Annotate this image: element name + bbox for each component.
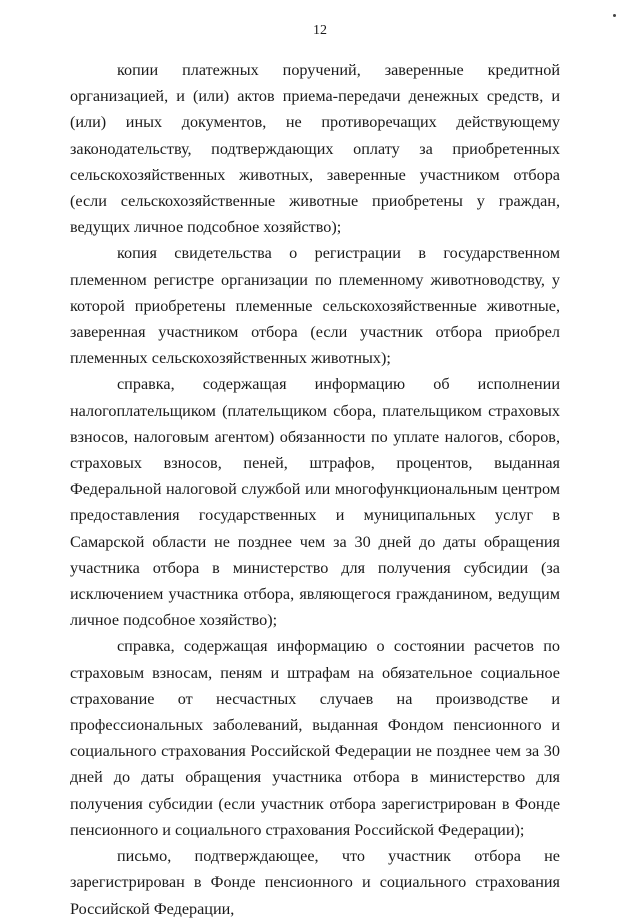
paragraph-payment-orders: копии платежных поручений, заверенные кредитной организацией, и (или) актов приема-передачи денежных средств, и (или) иных документов, не противоречащих действующему законодательству, подтверждающих оплату за приобретенных сельскохозяйственных животных, заверенные участником отбора (если сельскохозяйственные животные приобретены у граждан, ведущих личное подсобное хозяйство);: [70, 61, 560, 237]
page-number: 12: [313, 23, 327, 38]
paragraph-tax-certificate: справка, содержащая информацию об исполнении налогоплательщиком (плательщиком сбора, плательщиком страховых взносов, налоговым агентом) обязанности по уплате налогов, сборов, страховых взносов, пеней, штрафов, процентов, выданная Федеральной налоговой службой или многофункциональным центром предоставления государственных и муниципальных услуг в Самарской области не позднее чем за 30 дней до даты обращения участника отбора в министерство для получения субсидии (за исключением участника отбора, являющегося гражданином, ведущим личное подсобное хозяйство);: [70, 375, 560, 630]
paragraph-breeding-registry: копия свидетельства о регистрации в государственном племенном регистре организации по племенному животноводству, у которой приобретены племенные сельскохозяйственные животные, заверенная участником отбора (если участник отбора приобрел племенных сельскохозяйственных животных);: [70, 244, 560, 368]
document-body: [70, 57, 560, 922]
paragraph-insurance-certificate: справка, содержащая информацию о состоянии расчетов по страховым взносам, пеням и штрафам на обязательное социальное страхование от несчастных случаев на производстве и профессиональных заболеваний, выданная Фондом пенсионного и социального страхования Российской Федерации не позднее чем за 30 дней до даты обращения участника отбора в министерство для получения субсидии (если участник отбора зарегистрирован в Фонде пенсионного и социального страхования Российской Федерации);: [70, 637, 560, 839]
paragraph-fund-letter: письмо, подтверждающее, что участник отбора не зарегистрирован в Фонде пенсионного и социального страхования Российской Федерации,: [70, 847, 560, 918]
scan-mark: [613, 14, 616, 17]
